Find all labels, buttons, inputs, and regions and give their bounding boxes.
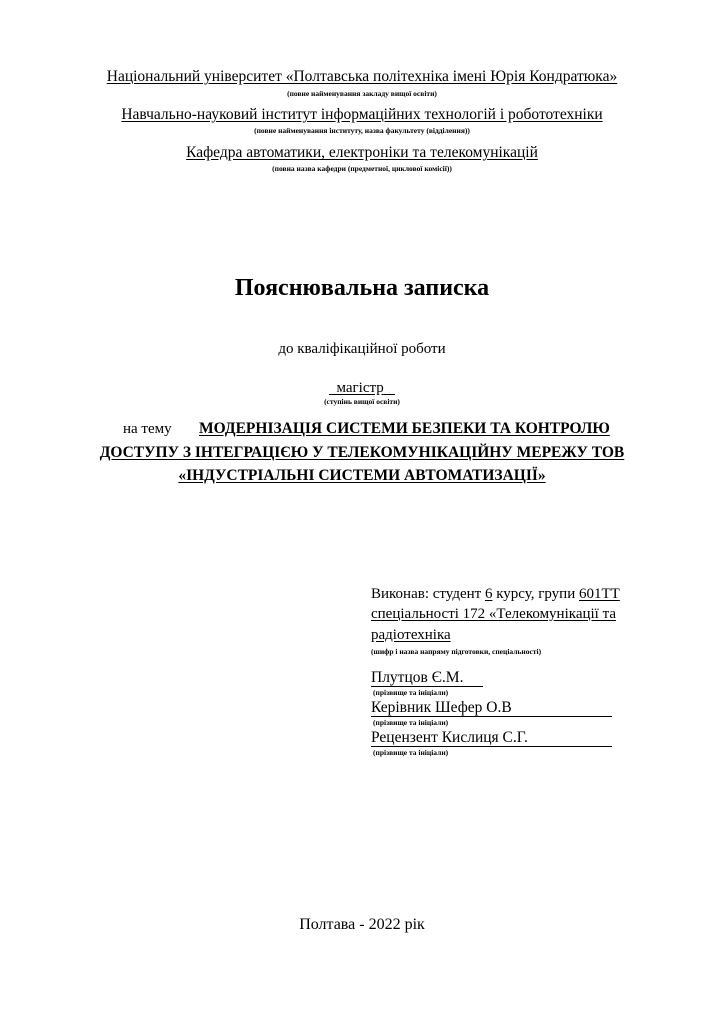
supervisor-signature-line [371,699,612,717]
topic-label: на тему [123,421,172,437]
department-name: Кафедра автоматики, електроніки та телекомунікацій [186,144,538,161]
department-note: (повна назва кафедри (предметної, циклової комісії)) [272,164,452,173]
supervisor-name: Керівник Шефер О.В [371,700,612,717]
institute-name: Навчально-науковий інститут інформаційних технологій і робототехніки [121,106,603,123]
specialty-line-2: радіотехніка [371,627,451,643]
student-name: Плутцов Є.М. [371,670,483,687]
performer-course-suffix: курсу, групи [496,586,576,602]
degree-note: (ступінь вищої освіти) [324,397,400,406]
degree-field [0,380,724,397]
performer-line [371,586,620,603]
performer-group: 601ТТ [578,586,620,602]
university-note: (повне найменування закладу вищої освіти) [287,89,437,98]
supervisor-note: (прізвище та ініціали) [373,718,449,727]
degree-value: магістр [336,380,384,396]
topic-line-3: «ІНДУСТРІАЛЬНІ СИСТЕМИ АВТОМАТИЗАЦІЇ» [178,467,546,484]
student-note: (прізвище та ініціали) [373,688,449,697]
specialty-note: (шифр і назва напряму підготовки, спеціальності) [371,647,542,656]
reviewer-name: Рецензент Кислиця С.Г. [371,730,612,747]
student-signature-line [371,669,483,687]
performer-prefix: Виконав: студент [371,586,482,602]
page-subtitle: до кваліфікаційної роботи [278,341,446,357]
city-year: Полтава - 2022 рік [299,916,425,933]
page-title: Пояснювальна записка [234,275,490,301]
university-name: Національний університет «Полтавська політехніка імені Юрія Кондратюка» [106,68,618,85]
topic-line-1: МОДЕРНІЗАЦІЯ СИСТЕМИ БЕЗПЕКИ ТА КОНТРОЛЮ [199,420,610,437]
topic-line-2: ДОСТУПУ З ІНТЕГРАЦІЄЮ У ТЕЛЕКОМУНІКАЦІЙНУ МЕРЕЖУ ТОВ [99,444,625,461]
performer-course: 6 [484,586,493,602]
institute-note: (повне найменування інституту, назва факультету (відділення)) [254,126,470,135]
specialty-line-1: спеціальності 172 «Телекомунікації та [371,606,616,622]
reviewer-note: (прізвище та ініціали) [373,748,449,757]
reviewer-signature-line [371,729,612,747]
